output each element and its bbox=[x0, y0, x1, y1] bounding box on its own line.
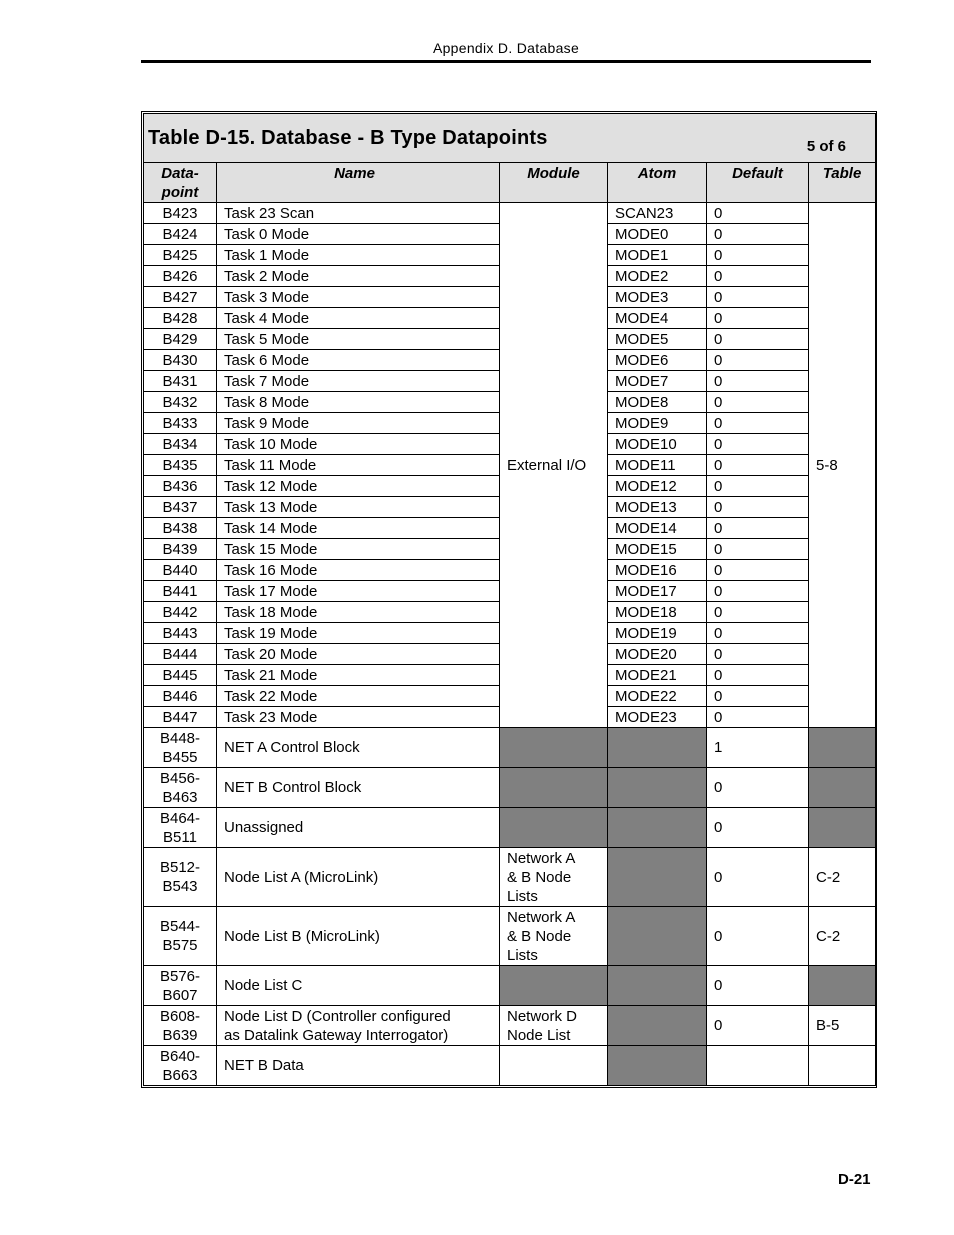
cell-default: 0 bbox=[707, 329, 809, 350]
cell-name: Task 20 Mode bbox=[217, 644, 500, 665]
cell-atom bbox=[608, 848, 707, 907]
cell-name: Task 15 Mode bbox=[217, 539, 500, 560]
cell-datapoint-range bbox=[144, 768, 217, 808]
cell-module bbox=[500, 768, 608, 808]
cell-atom: MODE7 bbox=[608, 371, 707, 392]
col-header-name: Name bbox=[217, 163, 500, 203]
cell-atom: MODE15 bbox=[608, 539, 707, 560]
cell-datapoint: B434 bbox=[144, 434, 217, 455]
cell-datapoint: B429 bbox=[144, 329, 217, 350]
datapoint-range-start: B456- bbox=[159, 769, 201, 787]
cell-name: Task 22 Mode bbox=[217, 686, 500, 707]
cell-name: Task 23 Scan bbox=[217, 203, 500, 224]
table-body bbox=[144, 203, 876, 1086]
cell-default: 0 bbox=[707, 768, 809, 808]
cell-atom bbox=[608, 1006, 707, 1046]
cell-module bbox=[500, 728, 608, 768]
cell-default: 0 bbox=[707, 644, 809, 665]
cell-atom: MODE10 bbox=[608, 434, 707, 455]
cell-name: Task 4 Mode bbox=[217, 308, 500, 329]
cell-name: Task 8 Mode bbox=[217, 392, 500, 413]
cell-name: Task 18 Mode bbox=[217, 602, 500, 623]
cell-default bbox=[707, 1046, 809, 1086]
cell-name: Task 7 Mode bbox=[217, 371, 500, 392]
cell-datapoint: B438 bbox=[144, 518, 217, 539]
cell-name: Task 1 Mode bbox=[217, 245, 500, 266]
cell-atom: MODE6 bbox=[608, 350, 707, 371]
table-page-indicator: 5 of 6 bbox=[806, 138, 846, 155]
cell-default: 0 bbox=[707, 455, 809, 476]
datapoint-table bbox=[143, 113, 876, 1086]
cell-name: Task 6 Mode bbox=[217, 350, 500, 371]
cell-datapoint: B435 bbox=[144, 455, 217, 476]
cell-datapoint-range bbox=[144, 1006, 217, 1046]
cell-default: 0 bbox=[707, 623, 809, 644]
cell-name: Task 10 Mode bbox=[217, 434, 500, 455]
cell-datapoint: B425 bbox=[144, 245, 217, 266]
cell-name: Task 14 Mode bbox=[217, 518, 500, 539]
cell-default: 0 bbox=[707, 434, 809, 455]
cell-default: 0 bbox=[707, 413, 809, 434]
cell-datapoint: B423 bbox=[144, 203, 217, 224]
cell-atom: MODE2 bbox=[608, 266, 707, 287]
datapoint-table-frame bbox=[141, 111, 877, 1088]
cell-datapoint: B433 bbox=[144, 413, 217, 434]
cell-module bbox=[500, 808, 608, 848]
cell-name: Task 5 Mode bbox=[217, 329, 500, 350]
cell-name: Node List A (MicroLink) bbox=[217, 848, 500, 907]
cell-atom bbox=[608, 907, 707, 966]
cell-datapoint: B442 bbox=[144, 602, 217, 623]
cell-atom: MODE5 bbox=[608, 329, 707, 350]
header-rule bbox=[141, 60, 871, 63]
cell-name: NET A Control Block bbox=[217, 728, 500, 768]
cell-name: Node List D (Controller configured as Datalink Gateway Interrogator) bbox=[217, 1006, 500, 1046]
cell-module-group: External I/O bbox=[500, 203, 608, 728]
cell-atom bbox=[608, 808, 707, 848]
cell-default: 0 bbox=[707, 497, 809, 518]
cell-atom: MODE23 bbox=[608, 707, 707, 728]
datapoint-range-start: B608- bbox=[159, 1007, 201, 1025]
cell-module bbox=[500, 1046, 608, 1086]
cell-table-ref bbox=[809, 728, 876, 768]
cell-atom: MODE17 bbox=[608, 581, 707, 602]
cell-atom: MODE0 bbox=[608, 224, 707, 245]
cell-atom: MODE21 bbox=[608, 665, 707, 686]
cell-datapoint: B444 bbox=[144, 644, 217, 665]
datapoint-range-end: B663 bbox=[162, 1066, 198, 1084]
cell-name: Task 13 Mode bbox=[217, 497, 500, 518]
table-row-range bbox=[144, 848, 876, 907]
cell-name: NET B Control Block bbox=[217, 768, 500, 808]
datapoint-range-end: B607 bbox=[162, 986, 198, 1004]
cell-atom bbox=[608, 966, 707, 1006]
cell-atom: MODE12 bbox=[608, 476, 707, 497]
cell-atom: MODE16 bbox=[608, 560, 707, 581]
cell-datapoint: B427 bbox=[144, 287, 217, 308]
table-title: Table D-15. Database - B Type Datapoints bbox=[148, 127, 548, 149]
cell-name: Task 0 Mode bbox=[217, 224, 500, 245]
cell-table-ref bbox=[809, 768, 876, 808]
cell-default: 0 bbox=[707, 966, 809, 1006]
cell-datapoint: B446 bbox=[144, 686, 217, 707]
cell-name: Task 3 Mode bbox=[217, 287, 500, 308]
table-row-range bbox=[144, 808, 876, 848]
running-header: Appendix D. Database bbox=[432, 40, 580, 56]
datapoint-range-end: B455 bbox=[162, 748, 198, 766]
cell-table-ref bbox=[809, 1046, 876, 1086]
cell-name: Task 2 Mode bbox=[217, 266, 500, 287]
cell-name: Node List C bbox=[217, 966, 500, 1006]
cell-atom bbox=[608, 1046, 707, 1086]
cell-default: 0 bbox=[707, 245, 809, 266]
cell-default: 0 bbox=[707, 518, 809, 539]
cell-datapoint: B447 bbox=[144, 707, 217, 728]
cell-datapoint-range bbox=[144, 966, 217, 1006]
cell-module: Network A & B Node Lists bbox=[500, 848, 608, 907]
cell-module: Network D Node List bbox=[500, 1006, 608, 1046]
cell-datapoint: B428 bbox=[144, 308, 217, 329]
cell-atom: MODE22 bbox=[608, 686, 707, 707]
cell-name: Task 23 Mode bbox=[217, 707, 500, 728]
cell-name: Task 17 Mode bbox=[217, 581, 500, 602]
cell-datapoint-range bbox=[144, 808, 217, 848]
cell-name: Task 21 Mode bbox=[217, 665, 500, 686]
cell-table-ref bbox=[809, 808, 876, 848]
cell-table-ref bbox=[809, 966, 876, 1006]
cell-table-ref: C-2 bbox=[809, 848, 876, 907]
col-header-table: Table bbox=[809, 163, 876, 203]
cell-atom bbox=[608, 768, 707, 808]
table-row-range bbox=[144, 1046, 876, 1086]
cell-default: 0 bbox=[707, 392, 809, 413]
datapoint-range-start: B464- bbox=[159, 809, 201, 827]
column-header-row bbox=[144, 163, 876, 203]
table-row-range bbox=[144, 907, 876, 966]
cell-default: 0 bbox=[707, 581, 809, 602]
cell-default: 0 bbox=[707, 308, 809, 329]
cell-default: 1 bbox=[707, 728, 809, 768]
cell-atom: MODE3 bbox=[608, 287, 707, 308]
cell-default: 0 bbox=[707, 203, 809, 224]
cell-default: 0 bbox=[707, 266, 809, 287]
datapoint-range-end: B511 bbox=[163, 828, 197, 846]
datapoint-range-start: B576- bbox=[159, 967, 201, 985]
cell-atom: MODE19 bbox=[608, 623, 707, 644]
cell-atom: MODE8 bbox=[608, 392, 707, 413]
cell-datapoint-range bbox=[144, 1046, 217, 1086]
cell-name: Task 9 Mode bbox=[217, 413, 500, 434]
datapoint-range-end: B463 bbox=[162, 788, 198, 806]
cell-name: Task 19 Mode bbox=[217, 623, 500, 644]
cell-datapoint: B431 bbox=[144, 371, 217, 392]
cell-name: Task 12 Mode bbox=[217, 476, 500, 497]
cell-default: 0 bbox=[707, 686, 809, 707]
cell-default: 0 bbox=[707, 350, 809, 371]
datapoint-range-start: B448- bbox=[159, 729, 201, 747]
cell-default: 0 bbox=[707, 808, 809, 848]
cell-table-ref: C-2 bbox=[809, 907, 876, 966]
col-header-default: Default bbox=[707, 163, 809, 203]
cell-atom: MODE18 bbox=[608, 602, 707, 623]
cell-name: NET B Data bbox=[217, 1046, 500, 1086]
cell-datapoint: B445 bbox=[144, 665, 217, 686]
cell-datapoint: B437 bbox=[144, 497, 217, 518]
table-row bbox=[144, 203, 876, 224]
cell-atom: MODE1 bbox=[608, 245, 707, 266]
cell-datapoint: B436 bbox=[144, 476, 217, 497]
cell-default: 0 bbox=[707, 602, 809, 623]
datapoint-range-start: B544- bbox=[159, 918, 201, 935]
cell-atom: MODE20 bbox=[608, 644, 707, 665]
col-header-datapoint: Data- point bbox=[144, 163, 217, 203]
datapoint-range-start: B512- bbox=[159, 859, 201, 876]
cell-name: Task 16 Mode bbox=[217, 560, 500, 581]
cell-default: 0 bbox=[707, 907, 809, 966]
cell-name: Task 11 Mode bbox=[217, 455, 500, 476]
cell-atom: MODE4 bbox=[608, 308, 707, 329]
cell-atom: MODE14 bbox=[608, 518, 707, 539]
col-header-module: Module bbox=[500, 163, 608, 203]
col-header-atom: Atom bbox=[608, 163, 707, 203]
cell-default: 0 bbox=[707, 560, 809, 581]
cell-datapoint: B439 bbox=[144, 539, 217, 560]
table-row-range bbox=[144, 728, 876, 768]
cell-datapoint-range bbox=[144, 907, 217, 966]
cell-datapoint-range bbox=[144, 848, 217, 907]
cell-atom: MODE11 bbox=[608, 455, 707, 476]
cell-atom: MODE13 bbox=[608, 497, 707, 518]
cell-name: Node List B (MicroLink) bbox=[217, 907, 500, 966]
cell-default: 0 bbox=[707, 707, 809, 728]
cell-atom: SCAN23 bbox=[608, 203, 707, 224]
cell-module: Network A & B Node Lists bbox=[500, 907, 608, 966]
cell-atom: MODE9 bbox=[608, 413, 707, 434]
page-number: D-21 bbox=[838, 1171, 871, 1188]
cell-default: 0 bbox=[707, 371, 809, 392]
cell-default: 0 bbox=[707, 1006, 809, 1046]
cell-datapoint: B432 bbox=[144, 392, 217, 413]
datapoint-range-end: B575 bbox=[162, 937, 198, 954]
cell-atom bbox=[608, 728, 707, 768]
cell-default: 0 bbox=[707, 539, 809, 560]
cell-module bbox=[500, 966, 608, 1006]
cell-default: 0 bbox=[707, 224, 809, 245]
table-row-range bbox=[144, 1006, 876, 1046]
cell-datapoint: B440 bbox=[144, 560, 217, 581]
table-row-range bbox=[144, 966, 876, 1006]
cell-default: 0 bbox=[707, 287, 809, 308]
cell-table-group: 5-8 bbox=[809, 203, 876, 728]
datapoint-range-end: B639 bbox=[162, 1026, 198, 1044]
cell-datapoint: B443 bbox=[144, 623, 217, 644]
cell-datapoint-range bbox=[144, 728, 217, 768]
table-title-row bbox=[144, 114, 876, 163]
cell-datapoint: B426 bbox=[144, 266, 217, 287]
cell-table-ref: B-5 bbox=[809, 1006, 876, 1046]
cell-default: 0 bbox=[707, 476, 809, 497]
datapoint-range-end: B543 bbox=[162, 878, 198, 895]
cell-name: Unassigned bbox=[217, 808, 500, 848]
cell-datapoint: B441 bbox=[144, 581, 217, 602]
cell-datapoint: B424 bbox=[144, 224, 217, 245]
table-row-range bbox=[144, 768, 876, 808]
cell-datapoint: B430 bbox=[144, 350, 217, 371]
cell-default: 0 bbox=[707, 665, 809, 686]
datapoint-range-start: B640- bbox=[159, 1047, 201, 1065]
cell-default: 0 bbox=[707, 848, 809, 907]
